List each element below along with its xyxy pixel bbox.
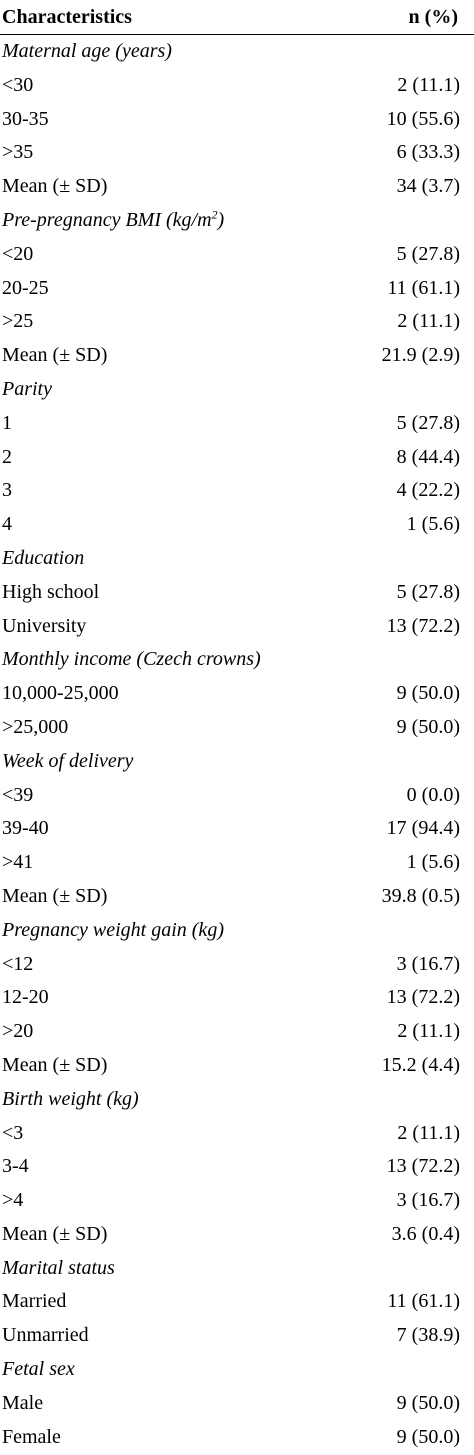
table-row bbox=[0, 948, 474, 982]
row-label: <39 bbox=[2, 783, 34, 806]
row-label: >20 bbox=[2, 1020, 34, 1043]
table-row bbox=[0, 677, 474, 711]
section-title: Maternal age (years) bbox=[2, 40, 172, 62]
row-label: 3-4 bbox=[2, 1155, 29, 1178]
section-title: Parity bbox=[2, 377, 52, 400]
table-row bbox=[0, 339, 474, 373]
row-value: 11 (61.1) bbox=[387, 276, 460, 299]
table-row bbox=[0, 508, 474, 542]
table-row bbox=[0, 69, 474, 103]
row-label: 12-20 bbox=[2, 986, 49, 1009]
row-value: 13 (72.2) bbox=[386, 614, 460, 637]
row-label: Mean (± SD) bbox=[2, 1222, 108, 1245]
section-title: Pregnancy weight gain (kg) bbox=[2, 918, 224, 941]
row-value: 7 (38.9) bbox=[396, 1324, 460, 1347]
section-title bbox=[2, 204, 224, 238]
row-label: University bbox=[2, 614, 87, 637]
table-row bbox=[0, 1184, 474, 1218]
row-value: 3 (16.7) bbox=[396, 1189, 460, 1212]
section-title: Monthly income (Czech crowns) bbox=[2, 648, 261, 671]
table-row bbox=[0, 272, 474, 306]
table-row bbox=[0, 1387, 474, 1421]
row-value: 1 (5.6) bbox=[406, 513, 460, 536]
row-value: 1 (5.6) bbox=[406, 851, 460, 874]
row-label: >4 bbox=[2, 1189, 24, 1212]
row-label: 3 bbox=[2, 479, 12, 502]
row-value: 3 (16.7) bbox=[396, 952, 460, 975]
row-label: 1 bbox=[2, 411, 12, 434]
section-heading-marital-status bbox=[0, 1252, 474, 1286]
table-row bbox=[0, 610, 474, 644]
row-label: <12 bbox=[2, 952, 34, 975]
table-row bbox=[0, 1319, 474, 1353]
row-label: Unmarried bbox=[2, 1324, 89, 1347]
row-value: 2 (11.1) bbox=[397, 73, 460, 96]
table-row bbox=[0, 576, 474, 610]
table-row bbox=[0, 103, 474, 137]
section-heading-monthly-income bbox=[0, 643, 474, 677]
row-label: >35 bbox=[2, 141, 34, 164]
row-label: Mean (± SD) bbox=[2, 884, 108, 907]
row-value: 9 (50.0) bbox=[396, 1425, 460, 1448]
table-row bbox=[0, 305, 474, 339]
row-label: 39-40 bbox=[2, 817, 49, 840]
table-row bbox=[0, 1015, 474, 1049]
row-label: Mean (± SD) bbox=[2, 344, 108, 367]
row-label: Married bbox=[2, 1290, 67, 1313]
section-title: Marital status bbox=[2, 1256, 115, 1279]
n-percent-header: n (%) bbox=[408, 6, 458, 28]
row-label: Female bbox=[2, 1425, 61, 1448]
table-row bbox=[0, 812, 474, 846]
row-value: 2 (11.1) bbox=[397, 1121, 460, 1144]
table-row bbox=[0, 1285, 474, 1319]
table-row bbox=[0, 880, 474, 914]
row-value: 5 (27.8) bbox=[396, 242, 460, 265]
row-value: 17 (94.4) bbox=[386, 817, 460, 840]
row-value: 15.2 (4.4) bbox=[381, 1053, 460, 1076]
row-label: <20 bbox=[2, 242, 34, 265]
table-row bbox=[0, 238, 474, 272]
row-value: 9 (50.0) bbox=[396, 1391, 460, 1414]
row-value: 10 (55.6) bbox=[386, 107, 460, 130]
table-row bbox=[0, 1421, 474, 1455]
section-title-end: ) bbox=[217, 208, 225, 231]
row-label: <30 bbox=[2, 73, 34, 96]
table-row bbox=[0, 981, 474, 1015]
table-row bbox=[0, 1049, 474, 1083]
table-row bbox=[0, 1218, 474, 1252]
table-row bbox=[0, 441, 474, 475]
row-label: 10,000-25,000 bbox=[2, 682, 119, 705]
row-label: Mean (± SD) bbox=[2, 175, 108, 198]
row-label: <3 bbox=[2, 1121, 24, 1144]
section-heading-parity bbox=[0, 373, 474, 407]
row-label: Male bbox=[2, 1391, 44, 1414]
row-label: >41 bbox=[2, 851, 34, 874]
row-value: 6 (33.3) bbox=[396, 141, 460, 164]
row-value: 21.9 (2.9) bbox=[381, 344, 460, 367]
row-label: 20-25 bbox=[2, 276, 49, 299]
section-title: Week of delivery bbox=[2, 749, 134, 772]
section-heading-birth-weight bbox=[0, 1083, 474, 1117]
table-row bbox=[0, 711, 474, 745]
row-label: Mean (± SD) bbox=[2, 1053, 108, 1076]
table-row bbox=[0, 779, 474, 813]
row-value: 5 (27.8) bbox=[396, 580, 460, 603]
section-heading-pregnancy-weight-gain bbox=[0, 914, 474, 948]
row-value: 39.8 (0.5) bbox=[381, 884, 460, 907]
row-value: 9 (50.0) bbox=[396, 682, 460, 705]
section-heading-education bbox=[0, 542, 474, 576]
row-value: 9 (50.0) bbox=[396, 715, 460, 738]
table-row bbox=[0, 1117, 474, 1151]
table-row bbox=[0, 846, 474, 880]
row-value: 4 (22.2) bbox=[396, 479, 460, 502]
row-value: 11 (61.1) bbox=[387, 1290, 460, 1313]
section-title: Fetal sex bbox=[2, 1358, 75, 1381]
table-row bbox=[0, 170, 474, 204]
row-value: 8 (44.4) bbox=[396, 445, 460, 468]
row-label: >25,000 bbox=[2, 715, 69, 738]
row-label: High school bbox=[2, 580, 100, 603]
table-row bbox=[0, 407, 474, 441]
row-value: 34 (3.7) bbox=[396, 175, 460, 198]
section-title: Birth weight (kg) bbox=[2, 1087, 139, 1110]
section-title: Education bbox=[2, 546, 85, 569]
section-heading-fetal-sex bbox=[0, 1353, 474, 1387]
section-title-text: Pre-pregnancy BMI (kg/m bbox=[2, 208, 212, 231]
table-row bbox=[0, 1150, 474, 1184]
row-label: 30-35 bbox=[2, 107, 49, 130]
row-label: 2 bbox=[2, 445, 12, 468]
row-label: >25 bbox=[2, 310, 34, 333]
row-value: 13 (72.2) bbox=[386, 1155, 460, 1178]
section-heading-bmi bbox=[0, 204, 474, 238]
section-heading-maternal-age bbox=[0, 35, 474, 69]
superscript-two: 2 bbox=[211, 207, 218, 222]
row-value: 3.6 (0.4) bbox=[391, 1222, 460, 1245]
row-value: 13 (72.2) bbox=[386, 986, 460, 1009]
row-value: 0 (0.0) bbox=[406, 783, 460, 806]
row-value: 2 (11.1) bbox=[397, 310, 460, 333]
table-row bbox=[0, 474, 474, 508]
characteristics-header: Characteristics bbox=[2, 6, 132, 28]
table-row bbox=[0, 136, 474, 170]
row-label: 4 bbox=[2, 513, 12, 536]
row-value: 5 (27.8) bbox=[396, 411, 460, 434]
section-heading-week-of-delivery bbox=[0, 745, 474, 779]
row-value: 2 (11.1) bbox=[397, 1020, 460, 1043]
table-header-row bbox=[0, 0, 474, 34]
